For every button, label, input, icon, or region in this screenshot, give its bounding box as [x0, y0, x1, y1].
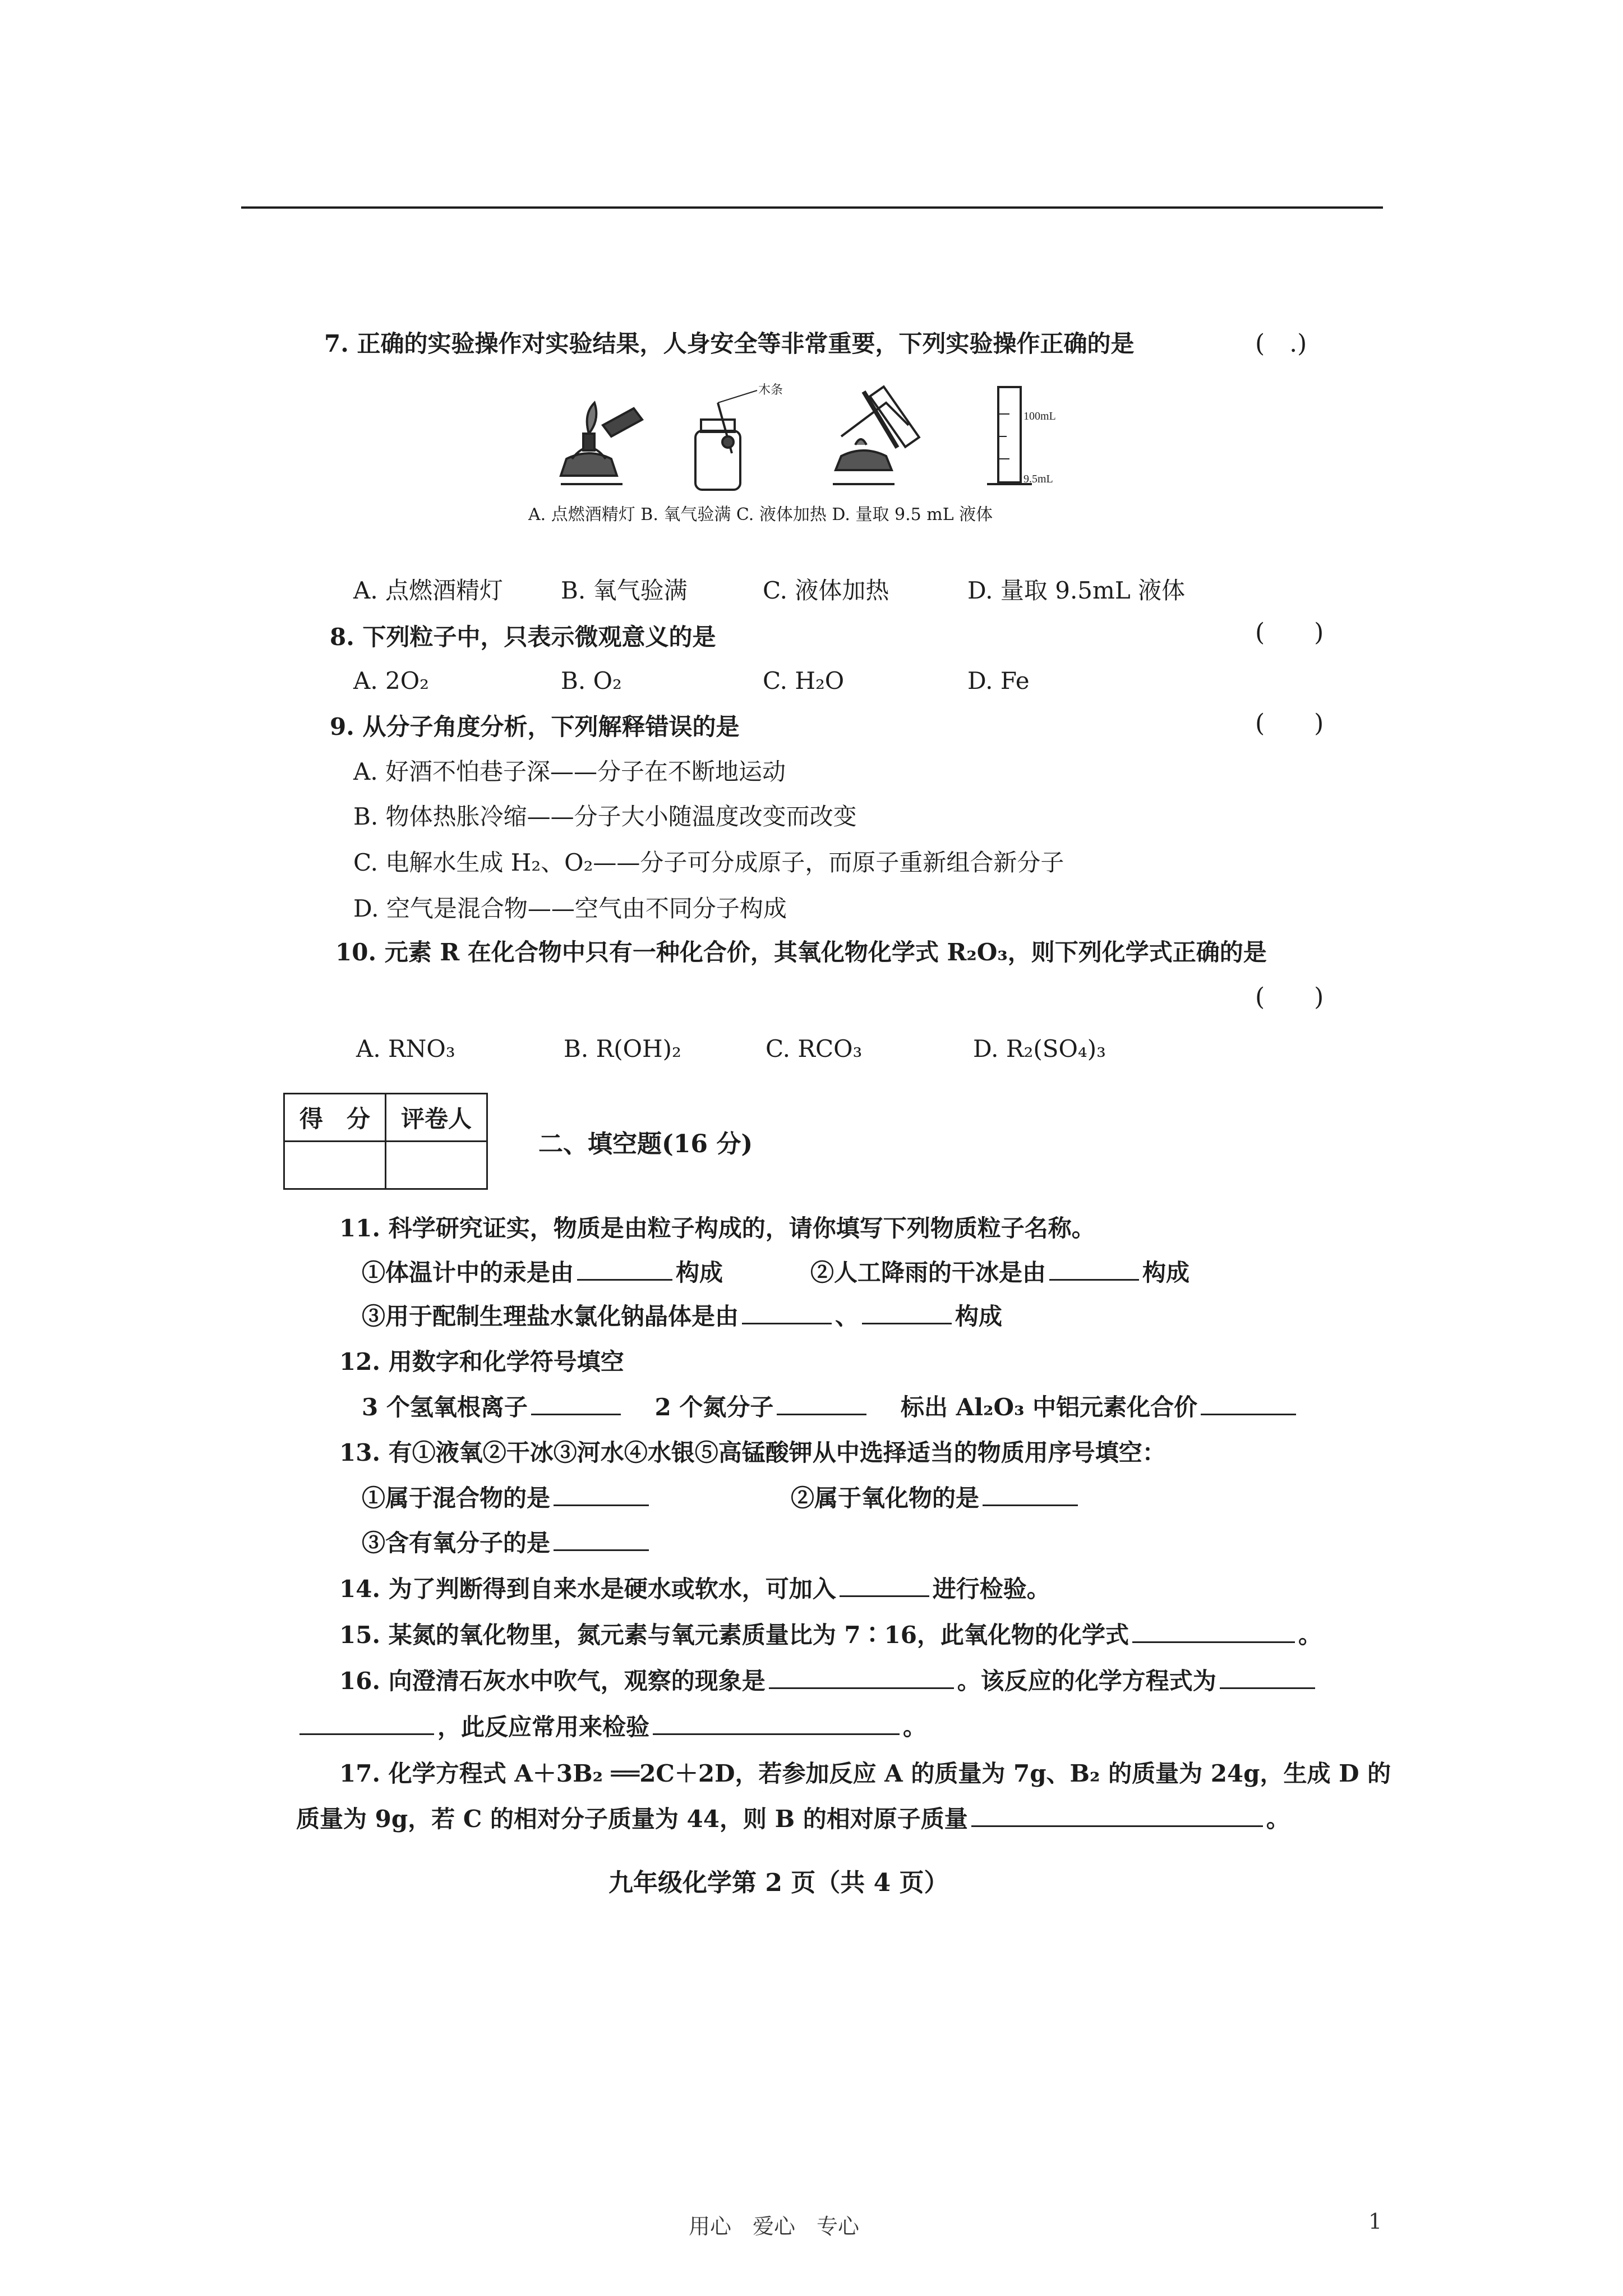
q13-blank-c[interactable]: [554, 1527, 649, 1551]
q16-blank-1[interactable]: [769, 1665, 954, 1689]
q8-option-c[interactable]: C. H₂O: [763, 667, 845, 694]
q12-blank-a[interactable]: [531, 1391, 621, 1415]
q7-option-b[interactable]: B. 氧气验满: [561, 577, 688, 604]
q11-part-1d: 构成: [1142, 1259, 1190, 1286]
q16-blank-4[interactable]: [653, 1711, 900, 1735]
q15-part-a: 15. 某氮的氧化物里，氮元素与氧元素质量比为 7∶16，此氧化物的化学式: [339, 1621, 1129, 1649]
q8-option-d[interactable]: D. Fe: [967, 667, 1030, 694]
q13-line-a: [362, 1482, 652, 1514]
q13-part-b: ②属于氧化物的是: [791, 1484, 980, 1512]
q10-option-c[interactable]: C. RCO₃: [766, 1035, 863, 1062]
q9-option-d[interactable]: D. 空气是混合物——空气由不同分子构成: [353, 895, 787, 922]
q14-blank[interactable]: [840, 1573, 929, 1597]
q13-stem: 13. 有①液氧②干冰③河水④水银⑤高锰酸钾从中选择适当的物质用序号填空：: [339, 1439, 1166, 1466]
q17-part-b: 。: [1266, 1805, 1290, 1833]
q7-fig-label-wood: 木条: [758, 383, 783, 397]
q15-blank[interactable]: [1132, 1619, 1295, 1643]
q9-answer-paren[interactable]: ( ): [1255, 709, 1324, 738]
q11-blank-1[interactable]: [577, 1257, 672, 1281]
q7-fig-label-9-5ml: 9.5mL: [1023, 473, 1053, 485]
section-2-title: 二、填空题(16 分): [538, 1130, 753, 1158]
q9-stem: 9. 从分子角度分析，下列解释错误的是: [330, 713, 740, 740]
alcohol-lamp-figure: [561, 403, 642, 484]
q11-part-1a: ①体温计中的汞是由: [362, 1259, 574, 1286]
q14-line: [339, 1573, 1050, 1605]
q11-blank-2[interactable]: [1049, 1257, 1139, 1281]
q10-option-d[interactable]: D. R₂(SO₄)₃: [973, 1035, 1106, 1062]
oxygen-bottle-figure: [695, 390, 757, 490]
q12-part-b: 2 个氮分子: [654, 1393, 774, 1421]
q11-line-1-right: [810, 1257, 1189, 1289]
q10-answer-paren[interactable]: ( ): [1255, 983, 1324, 1011]
q13-blank-a[interactable]: [554, 1482, 649, 1506]
q7-option-a[interactable]: A. 点燃酒精灯: [353, 577, 504, 604]
q12-part-c: 标出 Al₂O₃ 中铝元素化合价: [900, 1393, 1198, 1421]
q11-part-2c: 构成: [955, 1303, 1003, 1330]
q8-answer-paren[interactable]: ( ): [1255, 618, 1324, 647]
grader-cell[interactable]: [386, 1142, 487, 1189]
q12-blank-c[interactable]: [1201, 1391, 1296, 1415]
q7-lab-figures: [550, 380, 1099, 495]
q11-line-2: [362, 1300, 1002, 1332]
q9-option-b[interactable]: B. 物体热胀冷缩——分子大小随温度改变而改变: [353, 803, 857, 830]
q12-line: [362, 1391, 1299, 1423]
q13-part-a: ①属于混合物的是: [362, 1484, 551, 1512]
q11-part-2b: 、: [835, 1303, 859, 1330]
footer-motto: 用心 爱心 专心: [689, 2214, 860, 2239]
q7-option-d[interactable]: D. 量取 9.5mL 液体: [967, 577, 1186, 604]
q15-part-b: 。: [1298, 1621, 1322, 1649]
q17-part-a: 质量为 9g，若 C 的相对分子质量为 44，则 B 的相对原子质量: [296, 1805, 968, 1833]
q8-stem: 8. 下列粒子中，只表示微观意义的是: [330, 623, 716, 651]
q12-stem: 12. 用数字和化学符号填空: [339, 1348, 624, 1375]
q7-option-c[interactable]: C. 液体加热: [763, 577, 889, 604]
score-header: 得 分: [284, 1094, 386, 1142]
q12-part-a: 3 个氢氧根离子: [362, 1393, 528, 1421]
q10-stem: 10. 元素 R 在化合物中只有一种化合价，其氧化物化学式 R₂O₃，则下列化学式正确的是: [335, 938, 1267, 966]
q16-blank-3[interactable]: [299, 1711, 434, 1735]
q11-blank-4[interactable]: [862, 1300, 952, 1324]
q14-part-b: 进行检验。: [932, 1575, 1050, 1603]
q7-answer-paren[interactable]: ( .): [1255, 329, 1307, 358]
q11-stem: 11. 科学研究证实，物质是由粒子构成的，请你填写下列物质粒子名称。: [339, 1214, 1095, 1242]
q12-blank-b[interactable]: [777, 1391, 866, 1415]
exam-page-label: 九年级化学第 2 页（共 4 页）: [608, 1869, 949, 1897]
q11-part-1c: ②人工降雨的干冰是由: [810, 1259, 1046, 1286]
q11-part-1b: 构成: [676, 1259, 723, 1286]
footer-page-number: 1: [1368, 2209, 1382, 2234]
q8-option-b[interactable]: B. O₂: [561, 667, 622, 694]
liquid-heating-figure: [833, 386, 919, 484]
q13-part-c: ③含有氧分子的是: [362, 1529, 551, 1557]
q15-line: [339, 1619, 1322, 1651]
q14-part-a: 14. 为了判断得到自来水是硬水或软水，可加入: [339, 1575, 836, 1603]
q16-part-b: 。该反应的化学方程式为: [957, 1667, 1216, 1695]
q17-line-1: 17. 化学方程式 A＋3B₂ ══2C＋2D，若参加反应 A 的质量为 7g、B₂ 的质量为 24g，生成 D 的: [339, 1760, 1391, 1787]
q7-fig-label-100ml: 100mL: [1023, 410, 1056, 422]
q13-blank-b[interactable]: [983, 1482, 1078, 1506]
grader-header: 评卷人: [386, 1094, 487, 1142]
q11-blank-3[interactable]: [742, 1300, 832, 1324]
q9-option-c[interactable]: C. 电解水生成 H₂、O₂——分子可分成原子，而原子重新组合新分子: [353, 849, 1064, 876]
q11-part-2a: ③用于配制生理盐水氯化钠晶体是由: [362, 1303, 739, 1330]
q13-line-b: [791, 1482, 1081, 1514]
q16-part-c: ，此反应常用来检验: [437, 1713, 650, 1741]
q16-line-1: [339, 1665, 1318, 1697]
q7-stem: 7. 正确的实验操作对实验结果，人身安全等非常重要，下列实验操作正确的是: [324, 330, 1135, 357]
q16-part-d: 。: [903, 1713, 927, 1741]
score-table: [283, 1093, 488, 1190]
q17-line-2: [296, 1803, 1290, 1835]
header-rule: [241, 206, 1383, 209]
q8-option-a[interactable]: A. 2O₂: [353, 667, 430, 694]
q16-part-a: 16. 向澄清石灰水中吹气，观察的现象是: [339, 1667, 766, 1695]
score-cell[interactable]: [284, 1142, 386, 1189]
q16-line-2: [296, 1711, 926, 1743]
q16-blank-2[interactable]: [1220, 1665, 1315, 1689]
q17-blank[interactable]: [971, 1803, 1263, 1827]
q13-line-c: [362, 1527, 652, 1559]
q11-line-1: [362, 1257, 723, 1289]
q9-option-a[interactable]: A. 好酒不怕巷子深——分子在不断地运动: [353, 758, 786, 785]
q7-figure-caption: A. 点燃酒精灯 B. 氧气验满 C. 液体加热 D. 量取 9.5 mL 液体: [528, 505, 993, 524]
q10-option-b[interactable]: B. R(OH)₂: [564, 1035, 681, 1062]
graduated-cylinder-figure: [987, 387, 1032, 484]
q10-option-a[interactable]: A. RNO₃: [356, 1035, 455, 1062]
